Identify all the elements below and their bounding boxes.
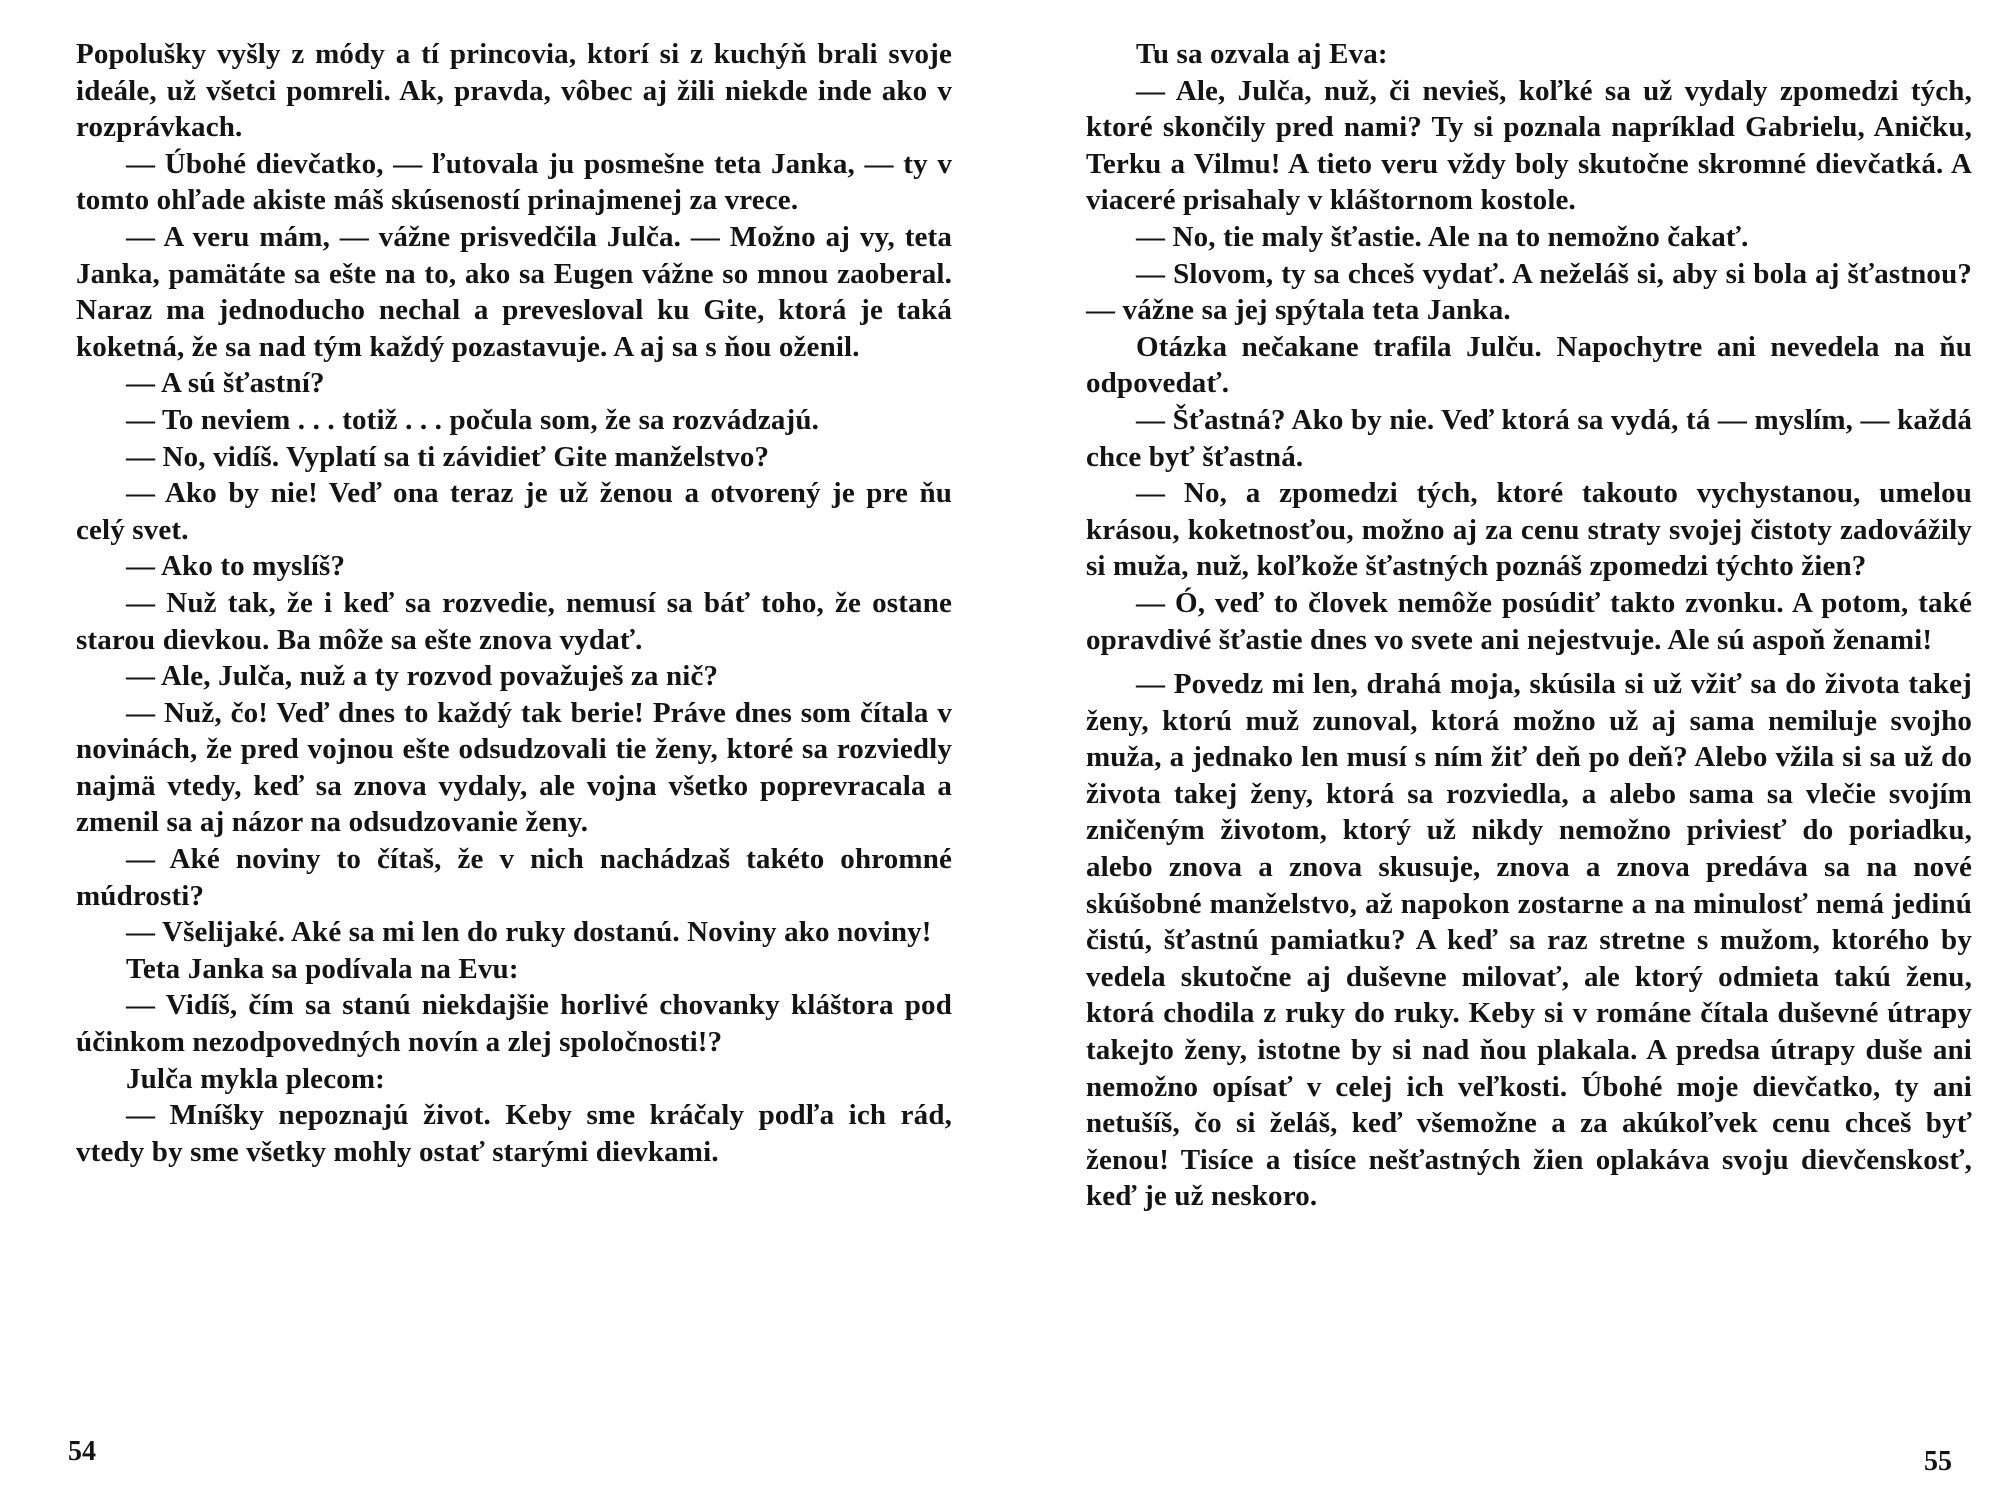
paragraph: — Ale, Julča, nuž, či nevieš, koľké sa už vydaly zpomedzi tých, ktoré skončily pred nami? Ty si poznala napríklad Gabrielu, Aničku, Terku a Vilmu! A tieto veru vždy boly skutočne skromné dievčatká. A viaceré prisahaly v kláštornom kostole.	[1086, 74, 1972, 217]
paragraph: — Šťastná? Ako by nie. Veď ktorá sa vydá, tá — myslím, — každá chce byť šťastná.	[1086, 403, 1972, 473]
paragraph: — A veru mám, — vážne prisvedčila Julča. — Možno aj vy, teta Janka, pamätáte sa ešte na to, ako sa Eugen vážne so mnou zaoberal. Naraz ma jednoducho nechal a prevesloval ku Gite, ktorá je taká koketná, že sa nad tým každý pozastavuje. A aj sa s ňou oženil.	[76, 220, 952, 363]
paragraph: Teta Janka sa podívala na Evu:	[126, 952, 519, 985]
paragraph: Julča mykla plecom:	[126, 1062, 385, 1095]
paragraph: — Ako by nie! Veď ona teraz je už ženou a otvorený je pre ňu celý svet.	[76, 477, 952, 546]
paragraph: Tu sa ozvala aj Eva:	[1136, 38, 1388, 70]
left-page-text	[76, 36, 952, 1170]
paragraph: — To neviem . . . totiž . . . počula som, že sa rozvádzajú.	[126, 403, 819, 436]
paragraph: — Úbohé dievčatko, — ľutovala ju posmešne teta Janka, — ty v tomto ohľade akiste máš skúseností prinajmenej za vrece.	[76, 147, 952, 217]
page-number: 54	[68, 1436, 96, 1467]
paragraph: — Všelijaké. Aké sa mi len do ruky dostanú. Noviny ako noviny!	[126, 916, 932, 949]
paragraph: — Ale, Julča, nuž a ty rozvod považuješ za nič?	[126, 660, 719, 693]
page-number: 55	[1924, 1446, 1952, 1477]
paragraph: — Slovom, ty sa chceš vydať. A neželáš si, aby si bola aj šťastnou? — vážne sa jej spýtala teta Janka.	[1086, 257, 1972, 327]
paragraph: — Nuž tak, že i keď sa rozvedie, nemusí sa báť toho, že ostane starou dievkou. Ba môže sa ešte znova vydať.	[76, 586, 952, 656]
paragraph: — Aké noviny to čítaš, že v nich nachádzaš takéto ohromné múdrosti?	[76, 843, 952, 912]
paragraph: — Ó, veď to človek nemôže posúdiť takto zvonku. A potom, také opravdivé šťastie dnes vo svete ani nejestvuje. Ale sú aspoň ženami!	[1086, 586, 1972, 656]
paragraph: — Ako to myslíš?	[126, 550, 346, 583]
paragraph: — No, a zpomedzi tých, ktoré takouto vychystanou, umelou krásou, koketnosťou, možno aj za cenu straty svojej čistoty zadovážily si muža, nuž, koľkože šťastných poznáš zpomedzi týchto žien?	[1086, 477, 1972, 583]
paragraph: — A sú šťastní?	[126, 367, 325, 400]
paragraph: — Nuž, čo! Veď dnes to každý tak berie! Práve dnes som čítala v novinách, že pred vojnou ešte odsudzovali tie ženy, ktoré sa rozviedly najmä vtedy, keď sa znova vydaly, ale vojna všetko poprevracala a zmenil sa aj názor na odsudzovanie ženy.	[76, 696, 952, 839]
paragraph: — Mníšky nepoznajú život. Keby sme kráčaly podľa ich rád, vtedy by sme všetky mohly ostať starými dievkami.	[76, 1099, 952, 1168]
paragraph: — No, tie maly šťastie. Ale na to nemožno čakať.	[1136, 220, 1749, 253]
paragraph: Popolušky vyšly z módy a tí princovia, ktorí si z kuchýň brali svoje ideále, už všetci pomreli. Ak, pravda, vôbec aj žili niekde inde ako v rozprávkach.	[76, 38, 952, 144]
right-page-text	[1086, 36, 1972, 1215]
right-page	[1006, 0, 2012, 1500]
paragraph: Otázka nečakane trafila Julču. Napochytre ani nevedela na ňu odpovedať.	[1086, 330, 1972, 400]
paragraph: — Vidíš, čím sa stanú niekdajšie horlivé chovanky kláštora pod účinkom nezodpovedných novín a zlej spoločnosti!?	[76, 989, 952, 1059]
paragraph: — Povedz mi len, drahá moja, skúsila si už vžiť sa do života takej ženy, ktorú muž zunoval, ktorá možno už aj sama nemiluje svojho muža, a jednako len musí s ním žiť deň po deň? Alebo vžila si sa už do života takej ženy, ktorá sa rozviedla, a alebo sama sa vlečie svojím zničeným životom, ktorý už nikdy nemožno priviesť do poriadku, alebo znova a znova skusuje, znova a znova predáva sa na nové skúšobné manželstvo, až napokon zostarne a na minulosť nemá jedinú čistú, šťastnú pamiatku? A keď sa raz stretne s mužom, ktorého by vedela skutočne aj duševne milovať, ale ktorý odmieta takú ženu, ktorá chodila z ruky do ruky. Keby si v románe čítala duševné útrapy takejto ženy, istotne by si nad ňou plakala. A predsa útrapy duše ani nemožno opísať v celej ich veľkosti. Úbohé moje dievčatko, ty ani netušíš, čo si želáš, keď všemožne a za akúkoľvek cenu chceš byť ženou! Tisíce a tisíce nešťastných žien oplakáva svoju dievčenskosť, keď je už neskoro.	[1086, 668, 1972, 1213]
paragraph: — No, vidíš. Vyplatí sa ti závidieť Gite manželstvo?	[126, 440, 770, 473]
